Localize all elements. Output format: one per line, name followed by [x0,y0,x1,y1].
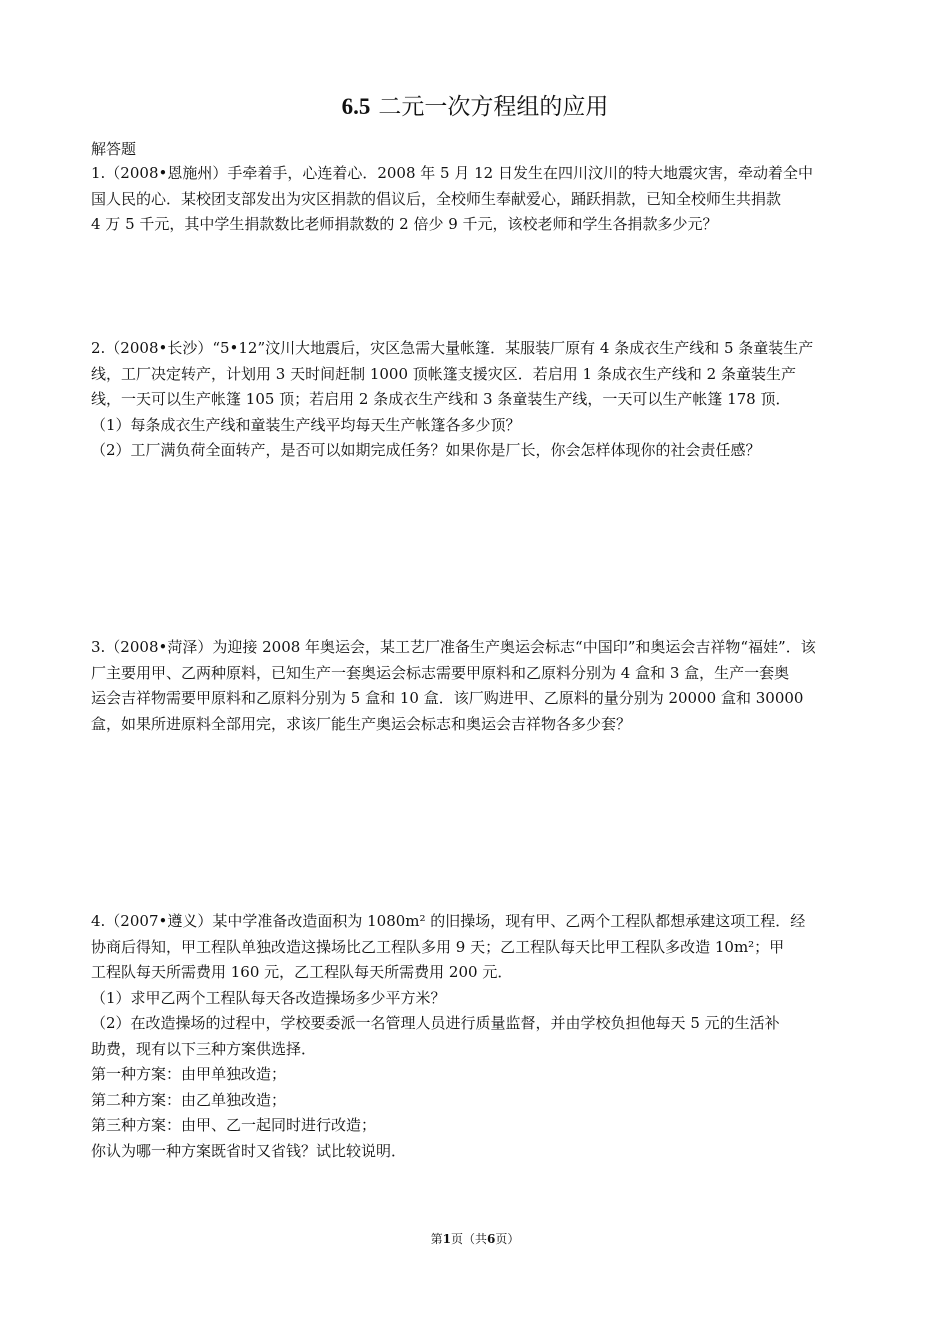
title-text: 二元一次方程组的应用 [378,94,609,120]
page-title [0,92,950,122]
problem-line: 线，一天可以生产帐篷 105 顶；若启用 2 条成衣生产线和 3 条童装生产线，一天可以生产帐篷 178 顶． [91,390,791,408]
problem-line: 国人民的心．某校团支部发出为灾区捐款的倡议后，全校师生奉献爱心，踊跃捐款，已知全校师生共捐款 [91,189,782,208]
problem-3 [91,635,861,737]
problem-line: 4 万 5 千元，其中学生捐款数比老师捐款数的 2 倍少 9 千元，该校老师和学生各捐款多少元？ [91,215,718,233]
problem-line: 助费，现有以下三种方案供选择． [91,1039,317,1058]
problem-line: （2）工厂满负荷全面转产，是否可以如期完成任务？如果你是厂长，你会怎样体现你的社会责任感？ [91,441,761,459]
problem-line: 4.（2007•遵义）某中学准备改造面积为 1080m² 的旧操场，现有甲、乙两个工程队都想承建这项工程．经 [91,912,806,930]
problem-line: 协商后得知，甲工程队单独改造这操场比乙工程队多用 9 天；乙工程队每天比甲工程队多改造 10m²；甲 [91,937,785,956]
problem-4 [91,909,861,1164]
problem-line: 2.（2008•长沙）“5•12”汶川大地震后，灾区急需大量帐篷．某服装厂原有 4 条成衣生产线和 5 条童装生产 [91,339,814,357]
footer-suffix: 页） [495,1232,520,1246]
problem-line: 第二种方案：由乙单独改造； [91,1090,287,1109]
page-footer [0,1230,950,1248]
problem-line: 1.（2008•恩施州）手牵着手，心连着心．2008 年 5 月 12 日发生在四川汶川的特大地震灾害，牵动着全中 [91,164,813,182]
footer-page-number: 1 [442,1232,451,1246]
problem-line: 厂主要用甲、乙两种原料，已知生产一套奥运会标志需要甲原料和乙原料分别为 4 盒和 3 盒，生产一套奥 [91,663,790,682]
problem-line: 第一种方案：由甲单独改造； [91,1065,287,1083]
problem-line: （1）每条成衣生产线和童装生产线平均每天生产帐篷各多少顶？ [91,415,521,434]
footer-prefix: 第 [430,1232,443,1246]
problem-line: 盒，如果所进原料全部用完，求该厂能生产奥运会标志和奥运会吉祥物各多少套？ [91,714,632,733]
problem-line: （1）求甲乙两个工程队每天各改造操场多少平方米？ [91,988,446,1007]
problem-line: 线，工厂决定转产，计划用 3 天时间赶制 1000 顶帐篷支援灾区．若启用 1 条成衣生产线和 2 条童装生产 [91,364,796,383]
problem-2 [91,336,861,464]
problem-line: 你认为哪一种方案既省时又省钱？试比较说明． [91,1141,407,1160]
section-label: 解答题 [91,140,137,158]
section-number: 6.5 [341,94,371,119]
problem-1 [91,161,861,238]
footer-middle: 页（共 [450,1232,487,1246]
footer-total-pages: 6 [487,1232,496,1246]
problem-line: 第三种方案：由甲、乙一起同时进行改造； [91,1116,377,1134]
problem-line: 3.（2008•菏泽）为迎接 2008 年奥运会，某工艺厂准备生产奥运会标志“中国印”和奥运会吉祥物“福娃”．该 [91,638,816,656]
problem-line: 工程队每天所需费用 160 元，乙工程队每天所需费用 200 元． [91,963,513,981]
problem-line: 运会吉祥物需要甲原料和乙原料分别为 5 盒和 10 盒．该厂购进甲、乙原料的量分别为 20000 盒和 30000 [91,689,804,707]
problem-line: （2）在改造操场的过程中，学校要委派一名管理人员进行质量监督，并由学校负担他每天 5 元的生活补 [91,1014,780,1032]
